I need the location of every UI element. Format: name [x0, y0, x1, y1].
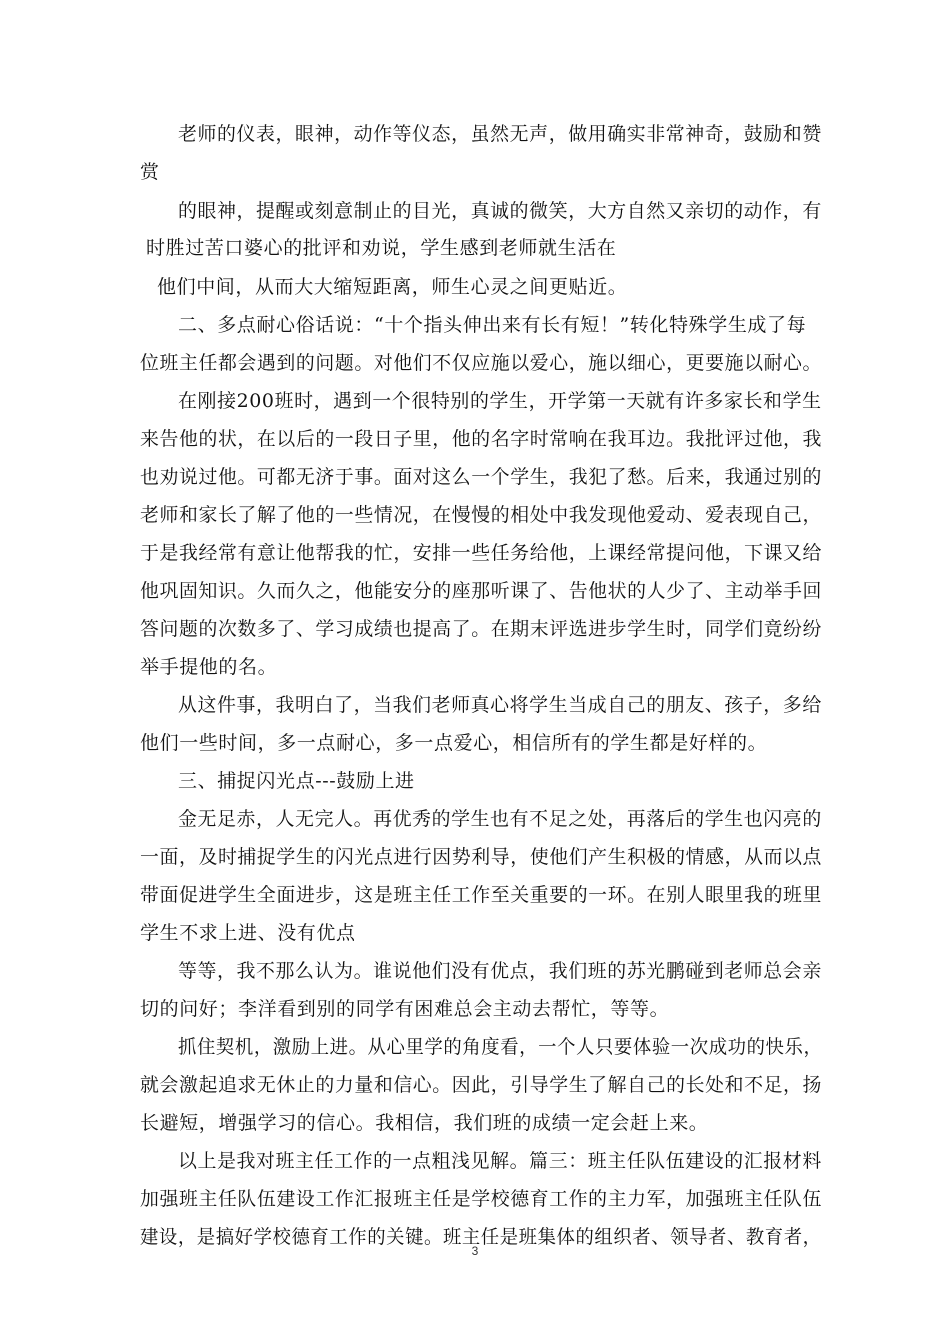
text-line: 位班主任都会遇到的问题。对他们不仅应施以爱心，施以细心，更要施以耐心。 — [140, 352, 823, 374]
text-line: 的眼神，提醒或刻意制止的目光，真诚的微笑，大方自然又亲切的动作，有 — [178, 200, 822, 222]
text-line: 带面促进学生全面进步，这是班主任工作至关重要的一环。在别人眼里我的班里 — [140, 884, 823, 906]
text-line: 赏 — [140, 161, 160, 183]
text-line: 老师和家长了解了他的一些情况，在慢慢的相处中我发现他爱动、爱表现自己， — [140, 504, 823, 526]
text-line: 学生不求上进、没有优点 — [140, 922, 356, 944]
text-line: 长避短，增强学习的信心。我相信，我们班的成绩一定会赶上来。 — [140, 1112, 709, 1134]
text-line: 二、多点耐心俗话说：“十个指头伸出来有长有短！”转化特殊学生成了每 — [178, 314, 807, 336]
text-line: 他们一些时间，多一点耐心，多一点爱心，相信所有的学生都是好样的。 — [140, 732, 768, 754]
text-line: 从这件事，我明白了，当我们老师真心将学生当成自己的朋友、孩子，多给 — [178, 694, 822, 716]
text-line: 金无足赤，人无完人。再优秀的学生也有不足之处，再落后的学生也闪亮的 — [178, 808, 822, 830]
text-line: 也劝说过他。可都无济于事。面对这么一个学生，我犯了愁。后来，我通过别的 — [140, 466, 823, 488]
text-line: 就会激起追求无休止的力量和信心。因此，引导学生了解自己的长处和不足，扬 — [140, 1074, 823, 1096]
text-line: 等等，我不那么认为。谁说他们没有优点，我们班的苏光鹏碰到老师总会亲 — [178, 960, 822, 982]
text-line: 来告他的状，在以后的一段日子里，他的名字时常响在我耳边。我批评过他，我 — [140, 428, 823, 450]
text-line: 老师的仪表，眼神，动作等仪态，虽然无声，做用确实非常神奇，鼓励和赞 — [178, 123, 822, 145]
text-line: 切的问好；李洋看到别的同学有困难总会主动去帮忙，等等。 — [140, 998, 670, 1020]
text-line: 他巩固知识。久而久之，他能安分的座那听课了、告他状的人少了、主动举手回 — [140, 580, 823, 602]
text-line: 以上是我对班主任工作的一点粗浅见解。篇三：班主任队伍建设的汇报材料 — [178, 1150, 822, 1172]
text-line: 加强班主任队伍建设工作汇报班主任是学校德育工作的主力军，加强班主任队伍 — [140, 1188, 823, 1210]
text-line: 于是我经常有意让他帮我的忙，安排一些任务给他，上课经常提问他，下课又给 — [140, 542, 823, 564]
page-number: 3 — [471, 1244, 479, 1258]
section-heading: 三、捕捉闪光点---鼓励上进 — [178, 770, 415, 792]
text-line: 举手提他的名。 — [140, 656, 278, 678]
text-line: 他们中间，从而大大缩短距离，师生心灵之间更贴近。 — [157, 276, 628, 298]
text-line: 建设，是搞好学校德育工作的关键。班主任是班集体的组织者、领导者、教育者， — [140, 1226, 822, 1248]
text-line: 答问题的次数多了、学习成绩也提高了。在期末评选进步学生时，同学们竟纷纷 — [140, 618, 823, 640]
text-line: 一面，及时捕捉学生的闪光点进行因势利导，使他们产生积极的情感，从而以点 — [140, 846, 823, 868]
text-line: 在刚接200班时，遇到一个很特别的学生，开学第一天就有许多家长和学生 — [178, 390, 822, 412]
text-line: 抓住契机，激励上进。从心里学的角度看，一个人只要体验一次成功的快乐， — [178, 1036, 823, 1058]
text-line: 时胜过苦口婆心的批评和劝说，学生感到老师就生活在 — [146, 237, 617, 259]
